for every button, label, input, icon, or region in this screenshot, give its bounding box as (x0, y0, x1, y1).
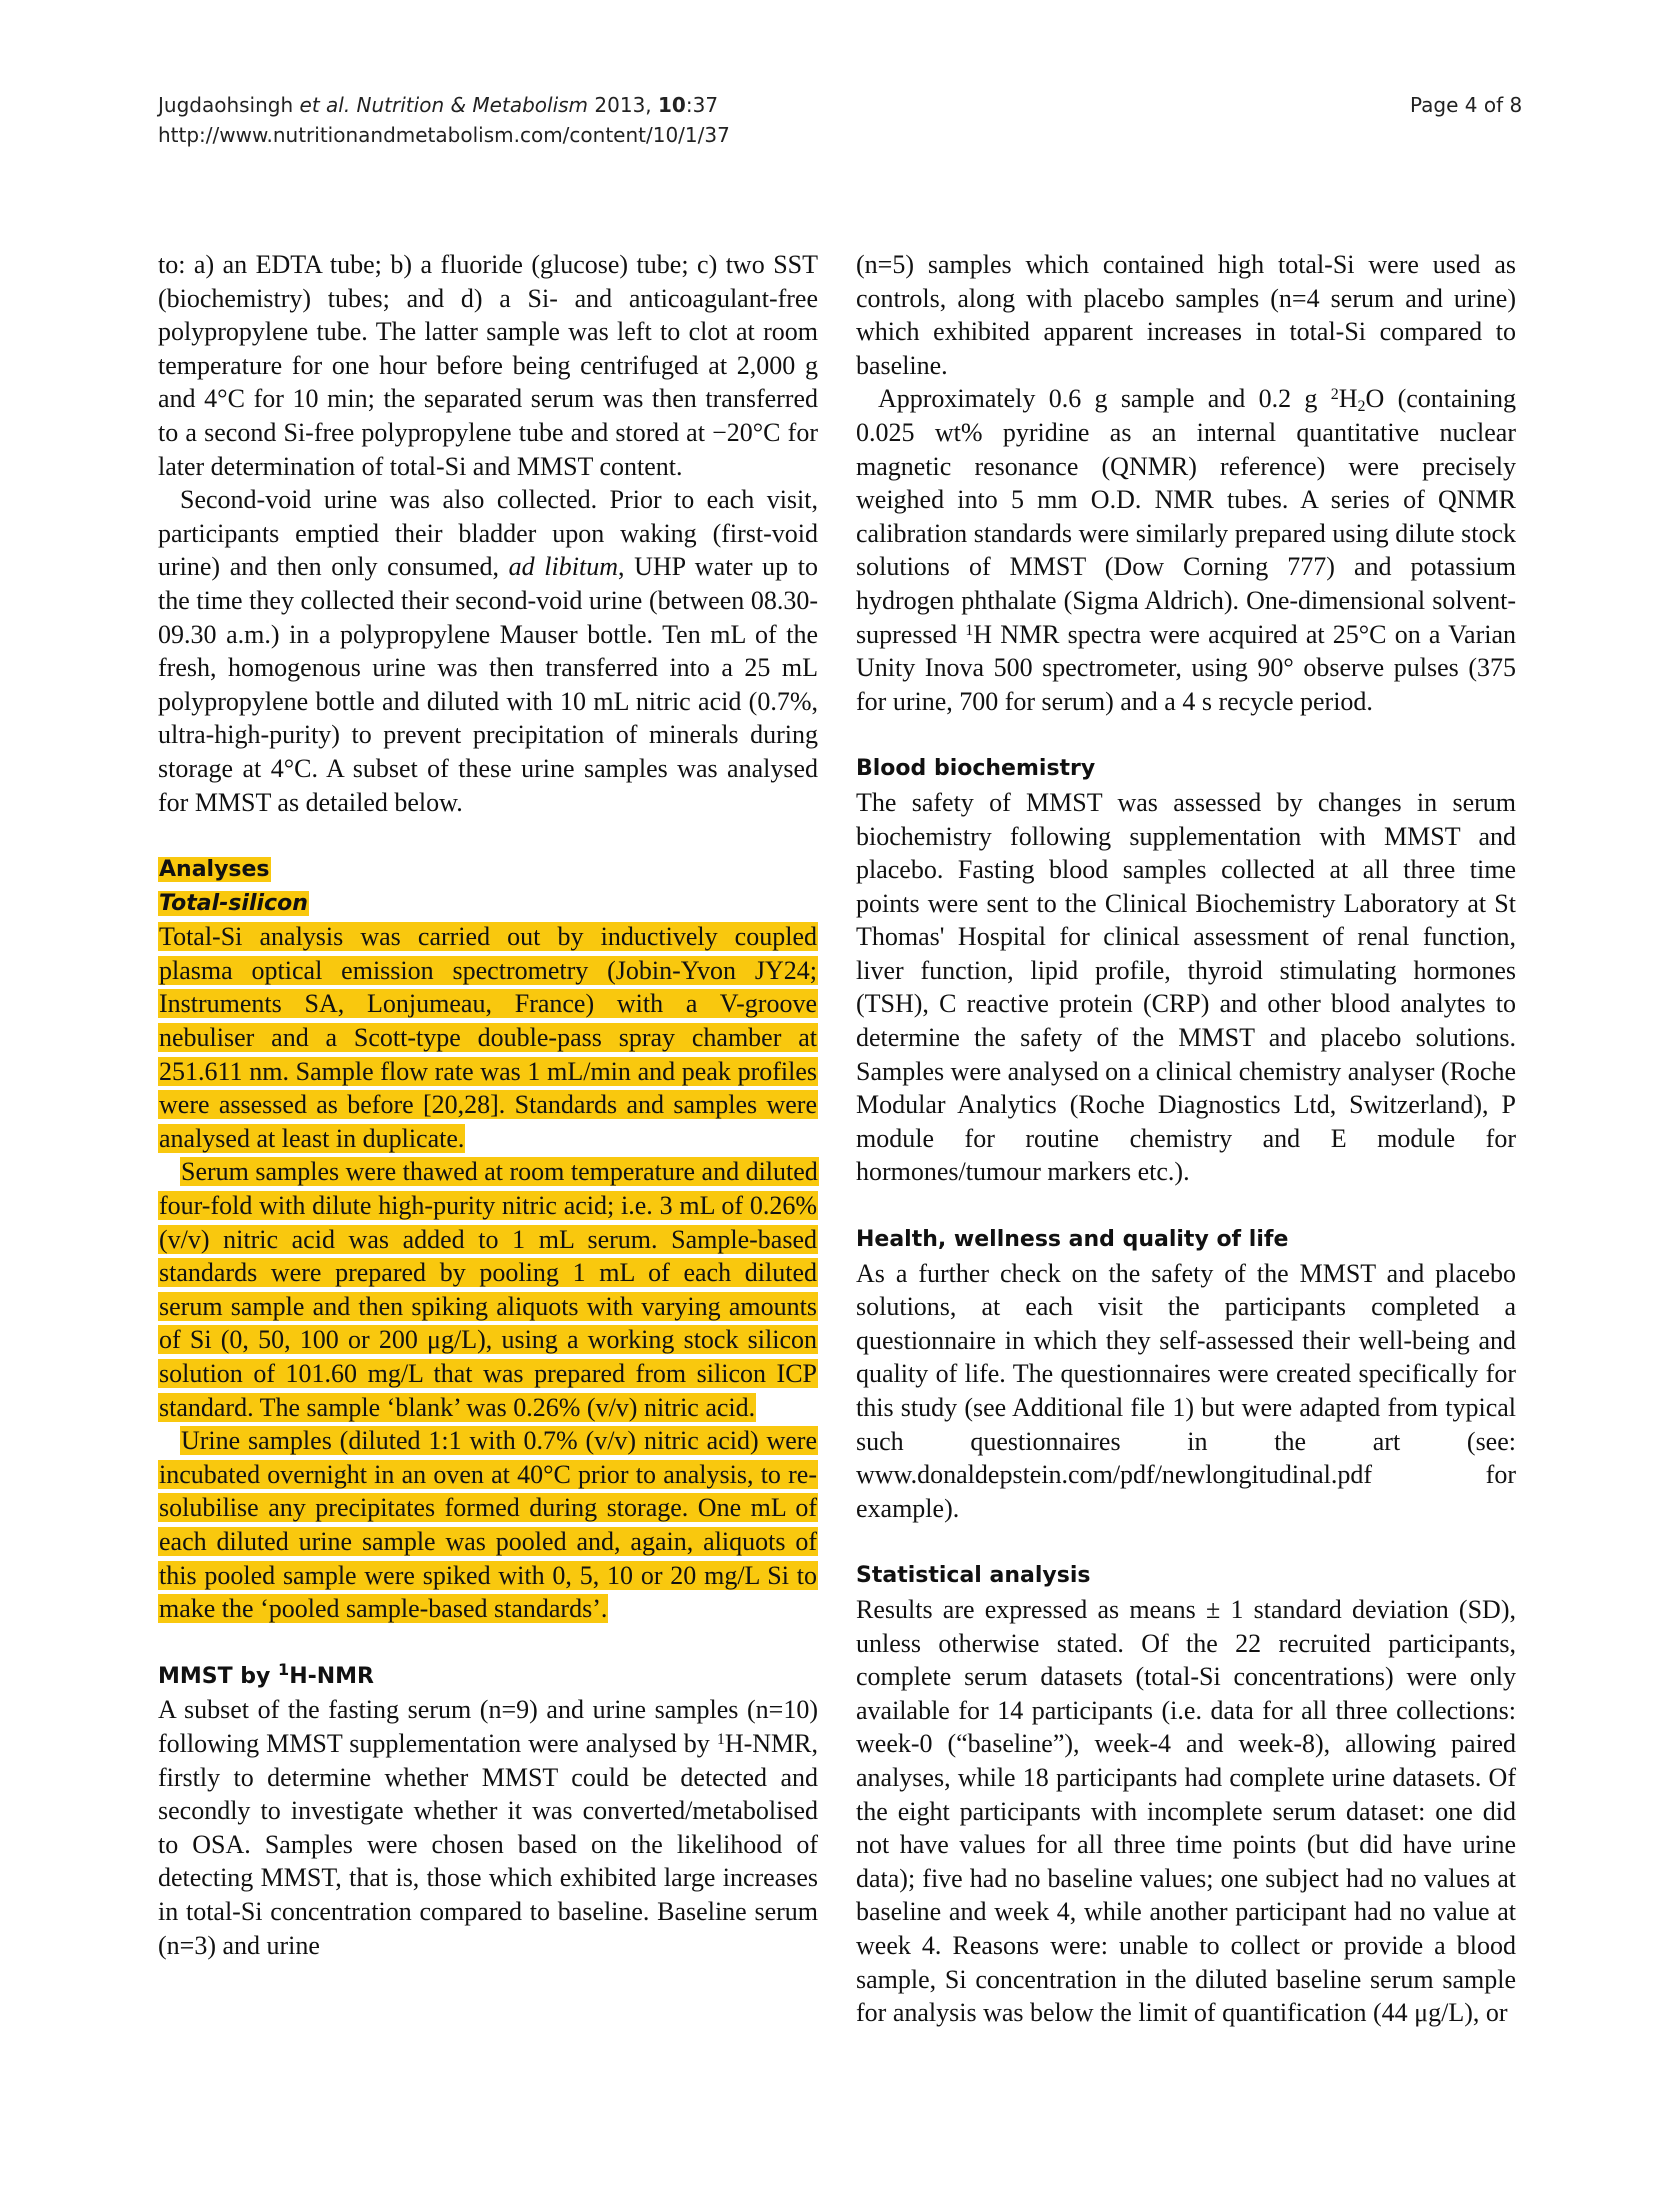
paragraph (158, 1424, 818, 1626)
paragraph: As a further check on the safety of the MMST and placebo solutions, at each visit the participants completed a questionnaire in which they self-assessed their well-being and quality of life. The questionnaires were created specifically for this study (see Additional file 1) but were adapted from typical such questionnaires in the art (see: www.donaldepstein.com/pdf/newlongitudinal.pdf for example). (856, 1258, 1516, 1523)
highlighted-text: Urine samples (diluted 1:1 with 0.7% (v/v) nitric acid) were incubated overnight in an oven at 40°C prior to analysis, to re-solubilise any precipitates formed during storage. One mL of each diluted urine sample was pooled and, again, aliquots of this pooled sample were spiked with 0, 5, 10 or 20 mg/L Si to make the ‘pooled sample-based standards’. (159, 1426, 817, 1624)
highlighted-text: Total-Si analysis was carried out by inductively coupled plasma optical emission spectrometry (Jobin-Yvon JY24; Instruments SA, Lonjumeau, France) with a V-groove nebuliser and a Scott-type double-pass spray chamber at 251.611 nm. Sample flow rate was 1 mL/min and peak profiles were assessed as before [20,28]. Standards and samples were analysed at least in duplicate. (159, 922, 817, 1153)
highlighted-text: Serum samples were thawed at room temperature and diluted four-fold with dilute high-purity nitric acid; i.e. 3 mL of 0.26% (v/v) nitric acid was added to 1 mL serum. Sample-based standards were prepared by pooling 1 mL of each diluted serum sample and then spiking aliquots with varying amounts of Si (0, 50, 100 or 200 μg/L), using a working stock silicon solution of 101.60 mg/L that was prepared from silicon ICP standard. The sample ‘blank’ was 0.26% (v/v) nitric acid. (159, 1157, 818, 1422)
page-number: Page 4 of 8 (1410, 93, 1523, 117)
section-heading-statistical-analysis: Statistical analysis (856, 1563, 1091, 1589)
section-heading-health-wellness: Health, wellness and quality of life (856, 1227, 1289, 1253)
section-heading-mmst-nmr: MMST by $^1$H-NMR (158, 1659, 374, 1689)
paragraph: (n=5) samples which contained high total-Si were used as controls, along with placebo samples (n=4 serum and urine) which exhibited apparent increases in total-Si compared to baseline. (856, 250, 1516, 380)
paragraph: Results are expressed as means ± 1 standard deviation (SD), unless otherwise stated. Of the 22 recruited participants, complete serum datasets (total-Si concentrations) were only available for 14 participants (i.e. data for all three collections: week-0 (“baseline”), week-4 and week-8), allowing paired analyses, while 18 participants had complete urine datasets. Of the eight participants with incomplete serum dataset: one did not have values for all three time points (but did have urine data); five had no baseline values; one subject had no values at baseline and week 4, while another participant had no value at week 4. Reasons were: unable to collect or provide a blood sample, Si concentration in the diluted baseline serum sample for analysis was below the limit of quantification (44 μg/L), or (856, 1594, 1516, 2028)
left-column (158, 248, 818, 1962)
paragraph (158, 920, 818, 1155)
paragraph: to: a) an EDTA tube; b) a fluoride (glucose) tube; c) two SST (biochemistry) tubes; and d) a Si- and anticoagulant-free polypropylene tube. The latter sample was left to clot at room temperature for one hour before being centrifuged at 2,000 g and 4°C for 10 min; the separated serum was then transferred to a second Si-free polypropylene tube and stored at −20°C for later determination of total-Si and MMST content. (158, 250, 818, 481)
citation-line: Jugdaohsingh et al. Nutrition & Metabolism 2013, 10:37 (158, 93, 719, 117)
paragraph: Second-void urine was also collected. Prior to each visit, participants emptied their bladder upon waking (first-void urine) and then only consumed, ad libitum, UHP water up to the time they collected their second-void urine (between 08.30-09.30 a.m.) in a polypropylene Mauser bottle. Ten mL of the fresh, homogenous urine was then transferred into a 25 mL polypropylene bottle and diluted with 10 mL nitric acid (0.7%, ultra-high-purity) to prevent precipitation of minerals during storage at 4°C. A subset of these urine samples was analysed for MMST as detailed below. (158, 485, 819, 817)
running-header (158, 90, 730, 150)
paragraph: A subset of the fasting serum (n=9) and urine samples (n=10) following MMST supplementation were analysed by $^1$H-NMR, firstly to determine whether MMST could be detected and secondly to investigate whether it was converted/metabolised to OSA. Samples were chosen based on the likelihood of detecting MMST, that is, those which exhibited large increases in total-Si concentration compared to baseline. Baseline serum (n=3) and urine (158, 1695, 818, 1960)
right-column (856, 248, 1516, 2030)
paragraph (158, 1155, 818, 1424)
subsection-heading-total-silicon: Total-silicon (159, 890, 308, 916)
paragraph: The safety of MMST was assessed by changes in serum biochemistry following supplementation with MMST and placebo. Fasting blood samples collected at all three time points were sent to the Clinical Biochemistry Laboratory at St Thomas' Hospital for clinical assessment of renal function, liver function, lipid profile, thyroid stimulating hormones (TSH), C reactive protein (CRP) and other blood analytes to determine the safety of the MMST and placebo solutions. Samples were analysed on a clinical chemistry analyser (Roche Modular Analytics (Roche Diagnostics Ltd, Switzerland), P module for routine chemistry and E module for hormones/tumour markers etc.). (856, 787, 1516, 1187)
article-url[interactable]: http://www.nutritionandmetabolism.com/content/10/1/37 (158, 123, 730, 147)
paragraph: Approximately 0.6 g sample and 0.2 g $^2H_2O$ (containing 0.025 wt% pyridine as an internal quantitative nuclear magnetic resonance (QNMR) reference) were precisely weighed into 5 mm O.D. NMR tubes. A series of QNMR calibration standards were similarly prepared using dilute stock solutions of MMST (Dow Corning 777) and potassium hydrogen phthalate (Sigma Aldrich). One-dimensional solvent-supressed $^1$H NMR spectra were acquired at 25°C on a Varian Unity Inova 500 spectrometer, using 90° observe pulses (375 for urine, 700 for serum) and a 4 s recycle period. (856, 384, 1516, 716)
section-heading-blood-biochemistry: Blood biochemistry (856, 756, 1096, 782)
section-heading-analyses: Analyses (159, 857, 270, 883)
